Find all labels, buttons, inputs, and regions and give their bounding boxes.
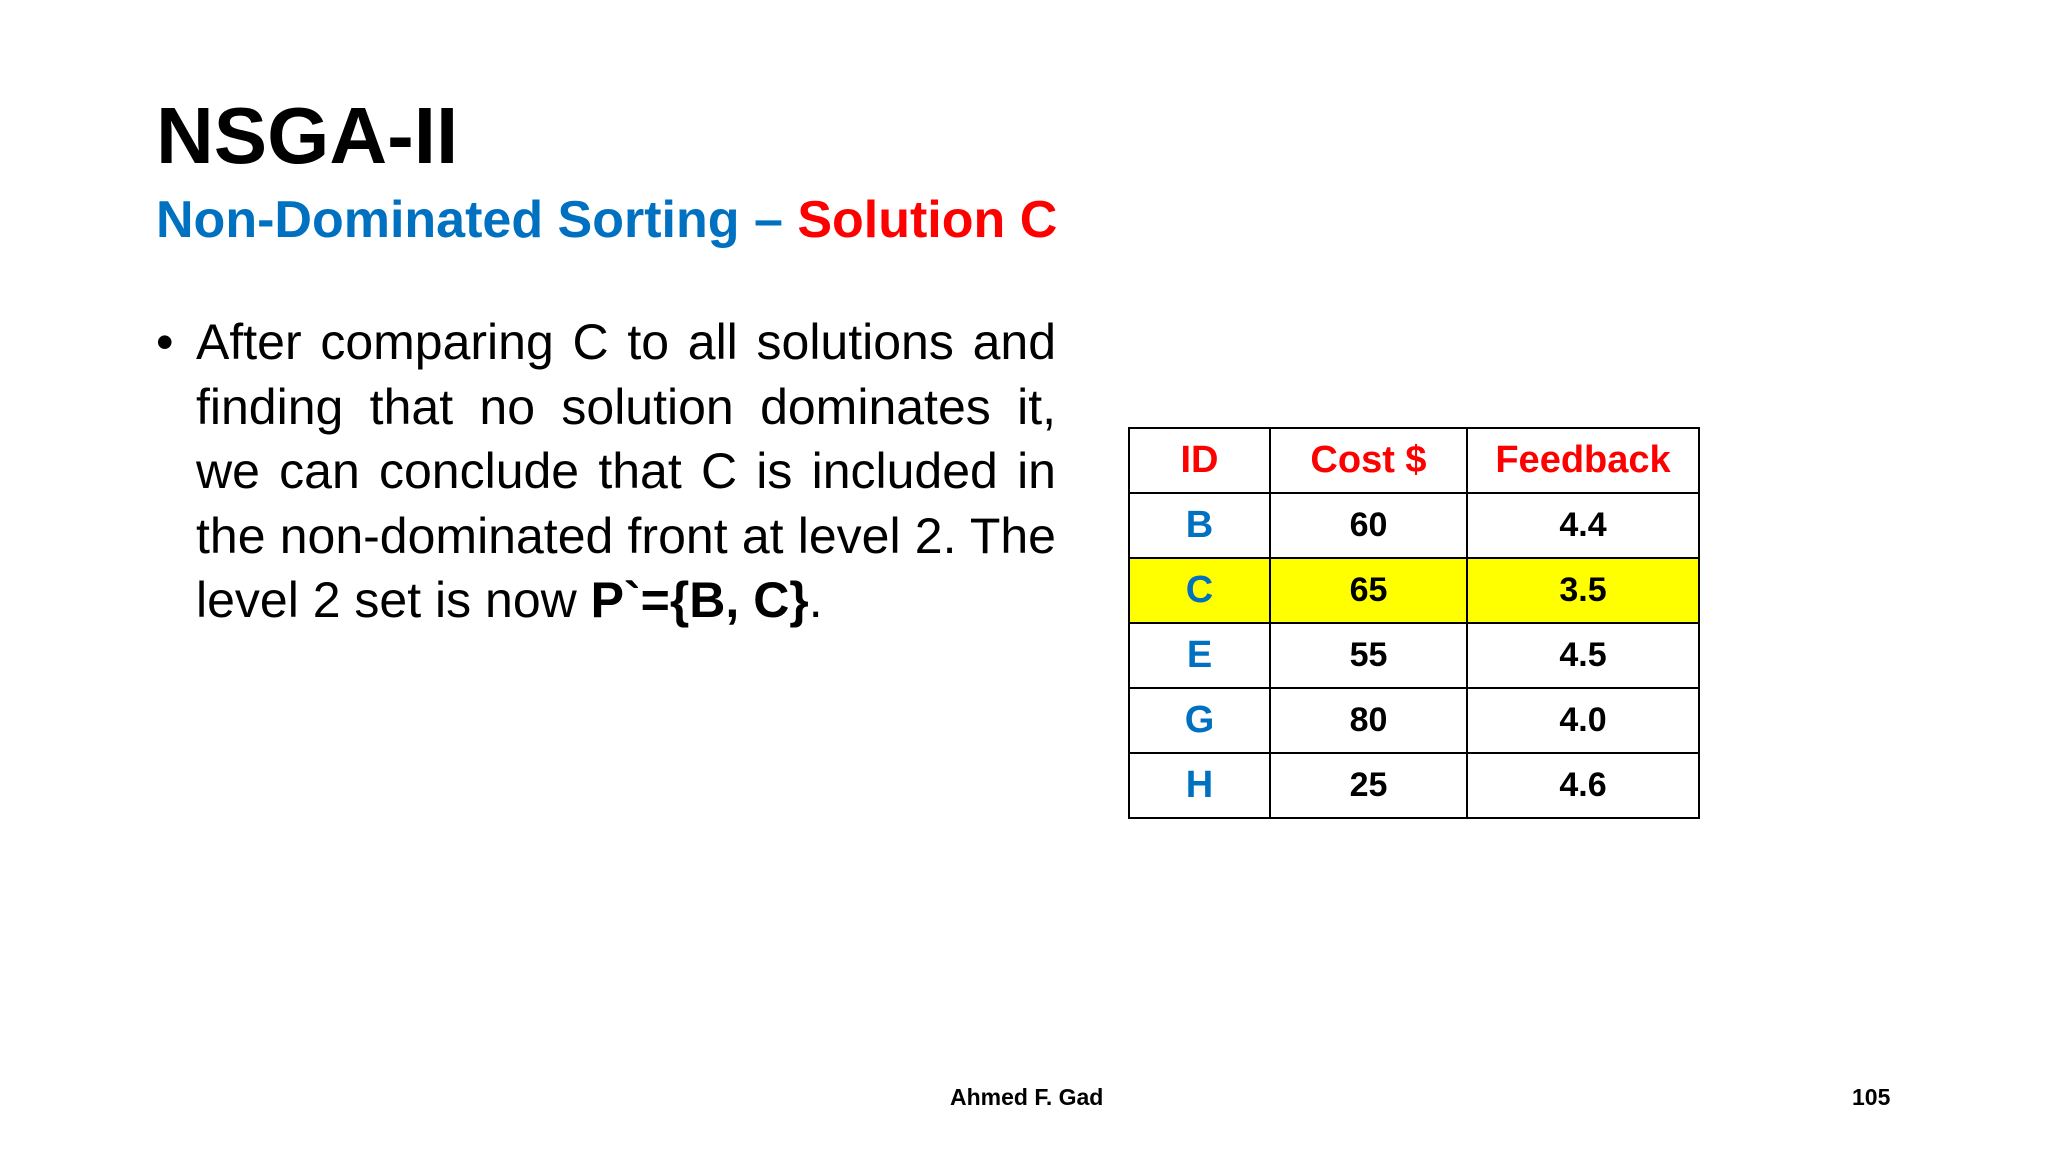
row-feedback: 4.4 <box>1467 493 1699 558</box>
table-row-highlighted <box>1129 558 1699 623</box>
level-2-set: P`={B, C} <box>590 572 809 628</box>
header-id: ID <box>1129 428 1270 493</box>
bullet-body: After comparing C to all solutions and finding that no solution dominates it, we can conclude that C is included in the non-dominated front at level 2. The level 2 set is now <box>196 314 1056 628</box>
solutions-table <box>1128 427 1700 819</box>
row-cost: 25 <box>1270 753 1467 818</box>
row-cost: 80 <box>1270 688 1467 753</box>
slide-subtitle <box>156 188 1057 252</box>
row-id: C <box>1129 558 1270 623</box>
footer-author: Ahmed F. Gad <box>950 1084 1104 1110</box>
row-id: G <box>1129 688 1270 753</box>
page-number: 105 <box>1852 1084 1891 1110</box>
bullet-point <box>156 310 1056 633</box>
table-row <box>1129 623 1699 688</box>
subtitle-method: Non-Dominated Sorting – <box>156 191 798 249</box>
header-cost: Cost $ <box>1270 428 1467 493</box>
row-id: H <box>1129 753 1270 818</box>
header-feedback: Feedback <box>1467 428 1699 493</box>
row-feedback: 3.5 <box>1467 558 1699 623</box>
row-cost: 65 <box>1270 558 1467 623</box>
row-id: B <box>1129 493 1270 558</box>
row-cost: 60 <box>1270 493 1467 558</box>
row-feedback: 4.5 <box>1467 623 1699 688</box>
row-feedback: 4.6 <box>1467 753 1699 818</box>
row-id: E <box>1129 623 1270 688</box>
table-row <box>1129 753 1699 818</box>
table-row <box>1129 688 1699 753</box>
slide-title: NSGA-II <box>156 91 459 180</box>
row-feedback: 4.0 <box>1467 688 1699 753</box>
table-row <box>1129 493 1699 558</box>
row-cost: 55 <box>1270 623 1467 688</box>
subtitle-solution: Solution C <box>797 191 1058 249</box>
bullet-text <box>196 310 1056 633</box>
bullet-period: . <box>808 572 823 628</box>
table-header-row <box>1129 428 1699 493</box>
bullet-dot: • <box>156 314 174 370</box>
